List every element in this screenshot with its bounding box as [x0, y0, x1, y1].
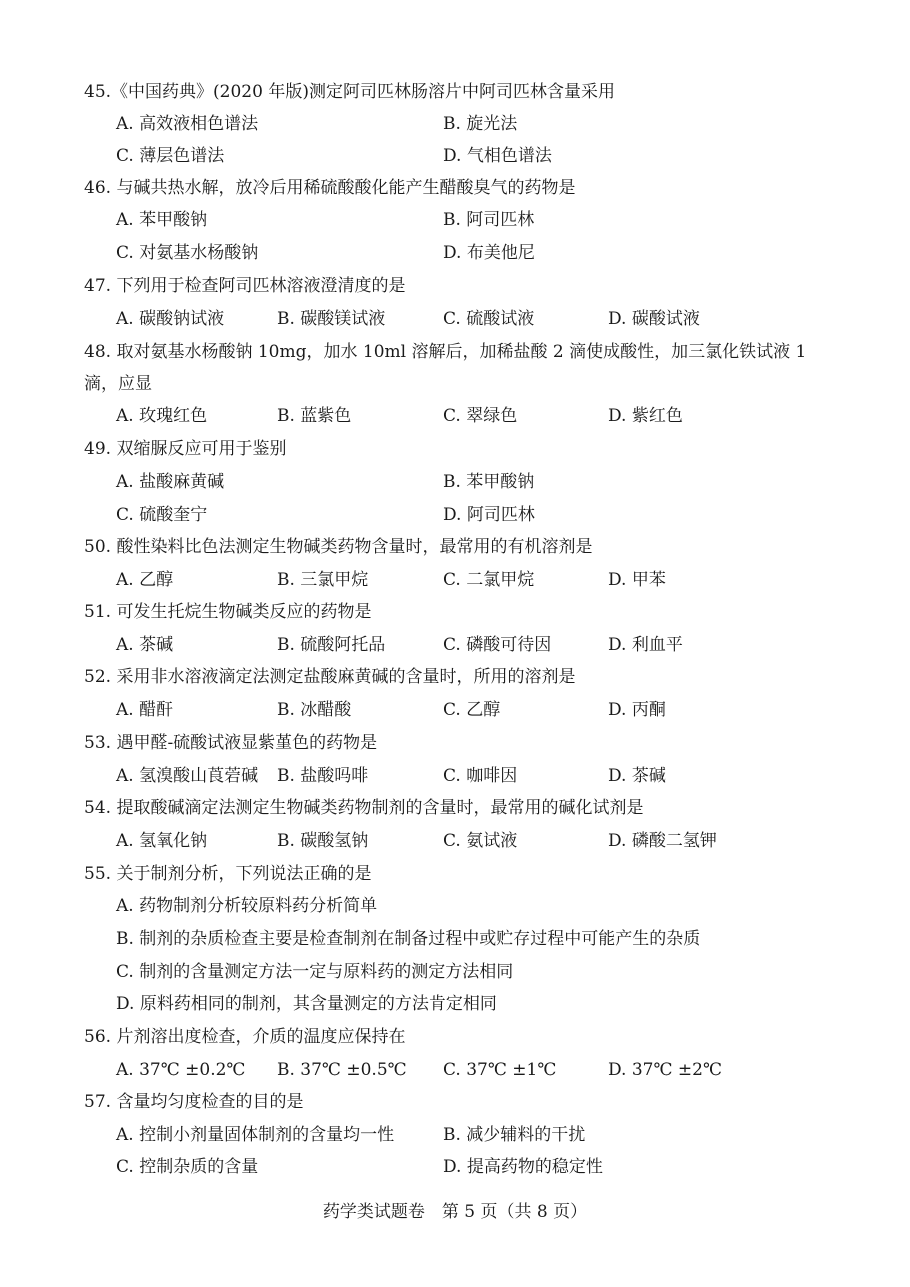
option-46-d: D. 布美他尼	[443, 243, 535, 263]
option-51-d: D. 利血平	[608, 635, 683, 655]
option-50-d: D. 甲苯	[608, 570, 666, 590]
option-46-a: A. 苯甲酸钠	[116, 210, 208, 230]
option-50-c: C. 二氯甲烷	[443, 570, 535, 590]
question-51: 51. 可发生托烷生物碱类反应的药物是	[84, 602, 372, 622]
option-48-a: A. 玫瑰红色	[116, 406, 208, 426]
option-52-d: D. 丙酮	[608, 700, 666, 720]
option-49-b: B. 苯甲酸钠	[443, 472, 535, 492]
option-49-d: D. 阿司匹林	[443, 505, 535, 525]
option-46-b: B. 阿司匹林	[443, 210, 535, 230]
option-49-c: C. 硫酸奎宁	[116, 505, 208, 525]
option-56-a: A. 37℃ ±0.2℃	[116, 1060, 246, 1080]
option-56-b: B. 37℃ ±0.5℃	[277, 1060, 407, 1080]
option-55-b: B. 制剂的杂质检查主要是检查制剂在制备过程中或贮存过程中可能产生的杂质	[116, 929, 701, 949]
option-50-a: A. 乙醇	[116, 570, 174, 590]
option-51-b: B. 硫酸阿托品	[277, 635, 386, 655]
question-57: 57. 含量均匀度检查的目的是	[84, 1092, 304, 1112]
option-54-d: D. 磷酸二氢钾	[608, 831, 717, 851]
option-51-a: A. 茶碱	[116, 635, 174, 655]
option-45-a: A. 高效液相色谱法	[116, 114, 259, 134]
option-46-c: C. 对氨基水杨酸钠	[116, 243, 259, 263]
option-52-c: C. 乙醇	[443, 700, 501, 720]
option-47-c: C. 硫酸试液	[443, 309, 535, 329]
question-46: 46. 与碱共热水解，放冷后用稀硫酸酸化能产生醋酸臭气的药物是	[84, 178, 576, 198]
question-49: 49. 双缩脲反应可用于鉴别	[84, 439, 287, 459]
option-57-a: A. 控制小剂量固体制剂的含量均一性	[116, 1125, 395, 1145]
question-54: 54. 提取酸碱滴定法测定生物碱类药物制剂的含量时，最常用的碱化试剂是	[84, 798, 644, 818]
option-53-c: C. 咖啡因	[443, 766, 518, 786]
option-56-d: D. 37℃ ±2℃	[608, 1060, 722, 1080]
option-47-d: D. 碳酸试液	[608, 309, 700, 329]
option-52-b: B. 冰醋酸	[277, 700, 352, 720]
question-45: 45.《中国药典》(2020 年版)测定阿司匹林肠溶片中阿司匹林含量采用	[84, 82, 615, 102]
option-47-b: B. 碳酸镁试液	[277, 309, 386, 329]
option-53-d: D. 茶碱	[608, 766, 666, 786]
question-52: 52. 采用非水溶液滴定法测定盐酸麻黄碱的含量时，所用的溶剂是	[84, 667, 576, 687]
option-54-b: B. 碳酸氢钠	[277, 831, 369, 851]
option-57-b: B. 减少辅料的干扰	[443, 1125, 586, 1145]
question-55: 55. 关于制剂分析，下列说法正确的是	[84, 864, 372, 884]
option-57-c: C. 控制杂质的含量	[116, 1157, 259, 1177]
option-48-d: D. 紫红色	[608, 406, 683, 426]
option-52-a: A. 醋酐	[116, 700, 174, 720]
question-50: 50. 酸性染料比色法测定生物碱类药物含量时，最常用的有机溶剂是	[84, 537, 593, 557]
option-54-c: C. 氨试液	[443, 831, 518, 851]
option-45-c: C. 薄层色谱法	[116, 146, 225, 166]
option-54-a: A. 氢氧化钠	[116, 831, 208, 851]
question-53: 53. 遇甲醛-硫酸试液显紫堇色的药物是	[84, 733, 378, 753]
option-53-a: A. 氢溴酸山莨菪碱	[116, 766, 259, 786]
option-48-b: B. 蓝紫色	[277, 406, 352, 426]
option-51-c: C. 磷酸可待因	[443, 635, 552, 655]
question-56: 56. 片剂溶出度检查，介质的温度应保持在	[84, 1027, 406, 1047]
option-53-b: B. 盐酸吗啡	[277, 766, 369, 786]
question-48: 48. 取对氨基水杨酸钠 10mg，加水 10ml 溶解后，加稀盐酸 2 滴使成酸性，加三氯化铁试液 1 滴，应显	[84, 342, 807, 394]
page-footer: 药学类试题卷 第 5 页（共 8 页）	[322, 1202, 588, 1222]
option-55-c: C. 制剂的含量测定方法一定与原料药的测定方法相同	[116, 962, 514, 982]
question-47: 47. 下列用于检查阿司匹林溶液澄清度的是	[84, 276, 406, 296]
option-48-c: C. 翠绿色	[443, 406, 518, 426]
option-57-d: D. 提高药物的稳定性	[443, 1157, 603, 1177]
option-56-c: C. 37℃ ±1℃	[443, 1060, 557, 1080]
option-45-d: D. 气相色谱法	[443, 146, 552, 166]
option-47-a: A. 碳酸钠试液	[116, 309, 225, 329]
option-45-b: B. 旋光法	[443, 114, 518, 134]
option-50-b: B. 三氯甲烷	[277, 570, 369, 590]
option-55-a: A. 药物制剂分析较原料药分析简单	[116, 896, 378, 916]
option-49-a: A. 盐酸麻黄碱	[116, 472, 225, 492]
option-55-d: D. 原料药相同的制剂，其含量测定的方法肯定相同	[116, 994, 497, 1014]
